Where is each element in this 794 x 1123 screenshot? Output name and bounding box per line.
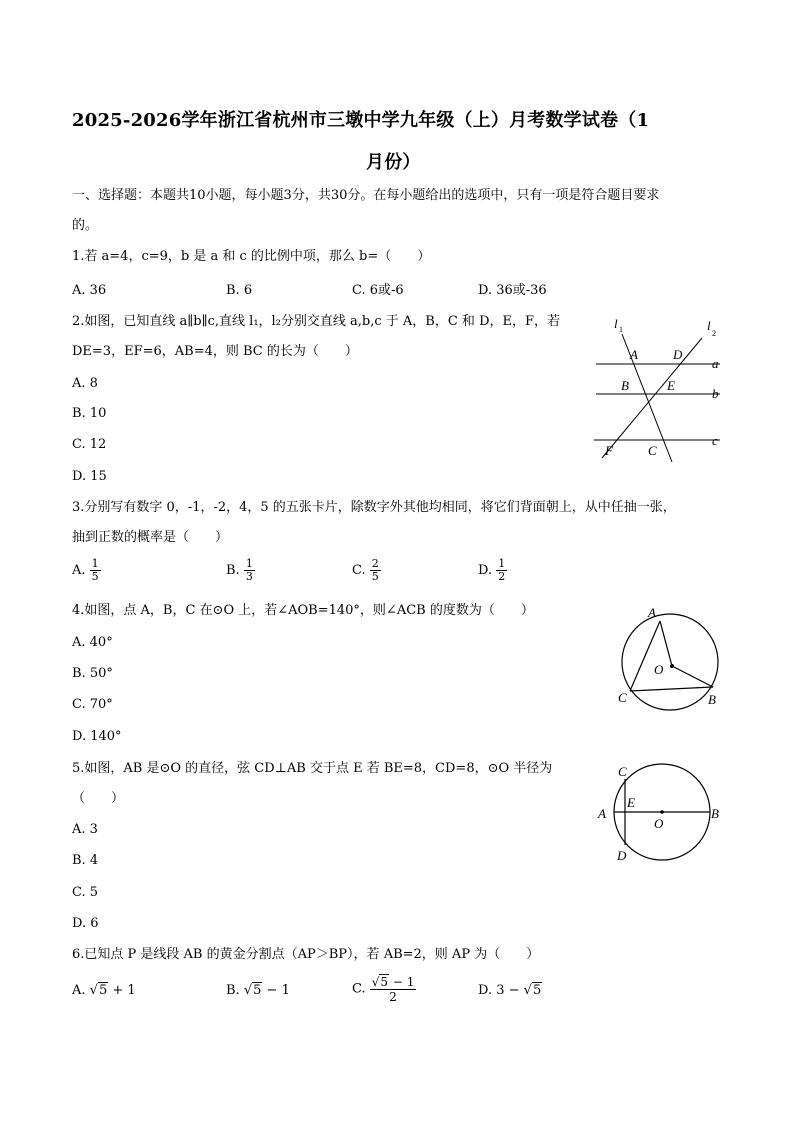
q4-option-d[interactable]: D. 140° xyxy=(72,729,122,744)
q2-option-b[interactable]: B. 10 xyxy=(72,406,107,421)
page-title-line1: 2025-2026学年浙江省杭州市三墩中学九年级（上）月考数学试卷（1 xyxy=(72,110,650,131)
label-A: A xyxy=(598,806,606,821)
q3-option-d-label: D. xyxy=(478,563,493,578)
q6-option-c-fraction: $\frac{√5 - 1}{2}$ xyxy=(371,975,415,1004)
q1-option-c[interactable]: C. 6或-6 xyxy=(352,283,404,298)
q3-option-b-label: B. xyxy=(226,563,240,578)
q3-option-d[interactable] xyxy=(478,558,507,583)
q1-option-d[interactable]: D. 36或-36 xyxy=(478,283,547,298)
label-B: B xyxy=(711,806,719,821)
q5-option-d[interactable]: D. 6 xyxy=(72,916,99,931)
label-A: A xyxy=(648,605,656,620)
label-c: c xyxy=(712,433,718,448)
segment-ao xyxy=(660,621,672,666)
q4-figure-circle xyxy=(608,600,732,720)
q2-stem-line2: DE=3，EF=6，AB=4，则 BC 的长为（ ） xyxy=(72,344,358,359)
center-dot xyxy=(660,810,664,814)
q3-option-d-fraction: $\frac{1}{2}$ xyxy=(498,557,506,583)
q3-option-c-label: C. xyxy=(352,563,366,578)
label-l2-sub: 2 xyxy=(712,329,716,338)
section-header-line2: 的。 xyxy=(72,218,99,233)
q3-option-a-fraction: $\frac{1}{5}$ xyxy=(91,557,99,583)
q5-stem-line1: 5.如图，AB 是⊙O 的直径，弦 CD⊥AB 交于点 E 若 BE=8，CD=8，⊙O 半径为 xyxy=(72,761,553,776)
q2-stem-line1: 2.如图，已知直线 a∥b∥c,直线 l₁，l₂分别交直线 a,b,c 于 A，B，C 和 D，E，F，若 xyxy=(72,314,561,329)
q1-option-b[interactable]: B. 6 xyxy=(226,283,253,298)
label-C: C xyxy=(618,690,627,705)
label-E: E xyxy=(627,795,635,810)
label-B: B xyxy=(621,378,629,393)
segment-ob xyxy=(672,666,713,687)
label-C: C xyxy=(618,764,627,779)
q2-option-a[interactable]: A. 8 xyxy=(72,376,98,391)
q1-option-a[interactable]: A. 36 xyxy=(72,283,107,298)
q2-figure-parallel-lines xyxy=(590,312,730,462)
q4-stem: 4.如图，点 A，B，C 在⊙O 上，若∠AOB=140°，则∠ACB 的度数为（ ） xyxy=(72,603,534,618)
q6-option-d[interactable]: D. 3 − √5 xyxy=(478,983,542,998)
label-a: a xyxy=(712,356,719,371)
q4-option-c[interactable]: C. 70° xyxy=(72,697,113,712)
q5-option-c[interactable]: C. 5 xyxy=(72,885,99,900)
section-header-line1: 一、选择题：本题共10小题，每小题3分，共30分。在每小题给出的选项中，只有一项是符合题目要求 xyxy=(72,188,660,203)
q5-option-a[interactable]: A. 3 xyxy=(72,822,98,837)
label-B: B xyxy=(708,692,716,707)
q3-option-b-fraction: $\frac{1}{3}$ xyxy=(245,557,253,583)
label-l2: l xyxy=(707,318,711,333)
q3-stem-line2: 抽到正数的概率是（ ） xyxy=(72,530,229,545)
label-C: C xyxy=(648,443,657,458)
q2-option-c[interactable]: C. 12 xyxy=(72,437,107,452)
label-D: D xyxy=(617,848,627,863)
center-dot xyxy=(670,664,674,668)
q3-option-c-fraction: $\frac{2}{5}$ xyxy=(371,557,379,583)
q2-option-d[interactable]: D. 15 xyxy=(72,469,107,484)
q6-option-c[interactable]: C. $\frac{√5 - 1}{2}$ xyxy=(352,975,415,1004)
q5-figure-circle xyxy=(594,762,728,866)
label-E: E xyxy=(667,378,675,393)
label-O: O xyxy=(654,662,664,677)
q3-option-a[interactable] xyxy=(72,558,101,583)
label-A: A xyxy=(630,347,638,362)
q5-stem-line2: （ ） xyxy=(72,791,125,806)
q3-option-c[interactable] xyxy=(352,558,381,583)
q5-option-b[interactable]: B. 4 xyxy=(72,853,99,868)
q3-option-b[interactable] xyxy=(226,558,255,583)
q6-stem: 6.已知点 P 是线段 AB 的黄金分割点（AP＞BP），若 AB=2，则 AP 为（ ） xyxy=(72,947,540,962)
label-D: D xyxy=(673,347,683,362)
label-O: O xyxy=(654,816,664,831)
label-l1: l xyxy=(614,316,618,331)
q6-option-a[interactable]: A. √5 + 1 xyxy=(72,983,136,998)
label-F: F xyxy=(605,443,613,458)
q4-option-a[interactable]: A. 40° xyxy=(72,635,113,650)
segment-ac xyxy=(630,621,660,691)
q6-option-b[interactable]: B. √5 − 1 xyxy=(226,983,290,998)
page-title-line2: 月份） xyxy=(366,152,421,173)
label-l1-sub: 1 xyxy=(619,325,623,334)
label-b: b xyxy=(712,386,719,401)
q3-stem-line1: 3.分别写有数字 0，-1，-2，4，5 的五张卡片，除数字外其他均相同，将它们背面朝上，从中任抽一张， xyxy=(72,500,676,515)
q3-option-a-label: A. xyxy=(72,563,86,578)
q1-stem: 1.若 a=4，c=9，b 是 a 和 c 的比例中项，那么 b=（ ） xyxy=(72,249,431,264)
q4-option-b[interactable]: B. 50° xyxy=(72,666,113,681)
segment-cb xyxy=(630,687,713,691)
circle-o xyxy=(622,614,718,710)
